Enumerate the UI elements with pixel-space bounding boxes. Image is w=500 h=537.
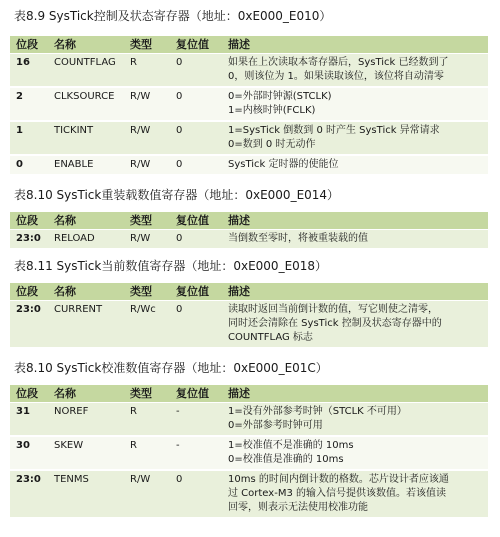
header-type: 类型 xyxy=(124,283,170,301)
cell-name: RELOAD xyxy=(48,230,124,250)
header-type: 类型 xyxy=(124,36,170,54)
cell-desc xyxy=(222,403,488,437)
table-row xyxy=(10,121,488,155)
desc-line: 1=内核时钟(FCLK) xyxy=(228,105,316,116)
header-desc: 描述 xyxy=(222,385,488,403)
cell-reset: - xyxy=(170,436,222,470)
cell-name: SKEW xyxy=(48,436,124,470)
table-row xyxy=(10,54,488,88)
cell-bit: 16 xyxy=(10,54,48,88)
table-row xyxy=(10,230,488,250)
header-type: 类型 xyxy=(124,212,170,230)
table-row xyxy=(10,403,488,437)
cell-name: NOREF xyxy=(48,403,124,437)
cell-desc xyxy=(222,121,488,155)
table-row xyxy=(10,301,488,349)
cell-bit: 23:0 xyxy=(10,230,48,250)
desc-line: 1=SysTick 倒数到 0 时产生 SysTick 异常请求 xyxy=(228,125,440,136)
desc-line: COUNTFLAG 标志 xyxy=(228,332,313,343)
header-name: 名称 xyxy=(48,283,124,301)
register-table-current xyxy=(10,283,488,349)
cell-type: R/W xyxy=(124,470,170,518)
table-header-row xyxy=(10,36,488,54)
cell-reset: 0 xyxy=(170,301,222,349)
desc-line: 0=外部时钟源(STCLK) xyxy=(228,91,332,102)
header-reset: 复位值 xyxy=(170,36,222,54)
cell-name: ENABLE xyxy=(48,155,124,175)
cell-reset: 0 xyxy=(170,121,222,155)
desc-line: 当倒数至零时，将被重装载的值 xyxy=(228,233,368,244)
desc-line: 1=没有外部参考时钟（STCLK 不可用） xyxy=(228,406,407,417)
header-bit: 位段 xyxy=(10,385,48,403)
cell-type: R/W xyxy=(124,87,170,121)
table-row xyxy=(10,155,488,175)
cell-desc xyxy=(222,470,488,518)
cell-type: R xyxy=(124,403,170,437)
cell-name: TENMS xyxy=(48,470,124,518)
header-reset: 复位值 xyxy=(170,212,222,230)
cell-desc xyxy=(222,230,488,250)
desc-line: SysTick 定时器的使能位 xyxy=(228,159,339,170)
cell-bit: 23:0 xyxy=(10,301,48,349)
register-table-reload xyxy=(10,212,488,250)
header-name: 名称 xyxy=(48,212,124,230)
header-type: 类型 xyxy=(124,385,170,403)
desc-line: 如果在上次读取本寄存器后，SysTick 已经数到了 xyxy=(228,57,449,68)
header-desc: 描述 xyxy=(222,36,488,54)
table-caption: 表8.10 SysTick校准数值寄存器（地址：0xE000_E01C） xyxy=(14,361,328,375)
desc-line: 回零，则表示无法使用校准功能 xyxy=(228,502,368,513)
cell-desc xyxy=(222,436,488,470)
cell-desc xyxy=(222,301,488,349)
cell-bit: 31 xyxy=(10,403,48,437)
cell-bit: 30 xyxy=(10,436,48,470)
table-header-row xyxy=(10,385,488,403)
desc-line: 0=校准值是准确的 10ms xyxy=(228,454,344,465)
header-reset: 复位值 xyxy=(170,385,222,403)
register-table-calib xyxy=(10,385,488,519)
table-row xyxy=(10,87,488,121)
header-desc: 描述 xyxy=(222,212,488,230)
table-caption: 表8.9 SysTick控制及状态寄存器（地址：0xE000_E010） xyxy=(14,9,332,23)
header-bit: 位段 xyxy=(10,283,48,301)
cell-desc xyxy=(222,54,488,88)
cell-reset: 0 xyxy=(170,470,222,518)
table-caption: 表8.11 SysTick当前数值寄存器（地址：0xE000_E018） xyxy=(14,259,328,273)
cell-reset: 0 xyxy=(170,230,222,250)
cell-name: COUNTFLAG xyxy=(48,54,124,88)
cell-name: CURRENT xyxy=(48,301,124,349)
desc-line: 0=外部参考时钟可用 xyxy=(228,420,323,431)
desc-line: 1=校准值不是准确的 10ms xyxy=(228,440,354,451)
header-reset: 复位值 xyxy=(170,283,222,301)
cell-desc xyxy=(222,155,488,175)
cell-type: R/W xyxy=(124,121,170,155)
desc-line: 0=数到 0 时无动作 xyxy=(228,139,316,150)
table-header-row xyxy=(10,283,488,301)
cell-reset: - xyxy=(170,403,222,437)
cell-desc xyxy=(222,87,488,121)
cell-type: R xyxy=(124,436,170,470)
table-row xyxy=(10,436,488,470)
header-bit: 位段 xyxy=(10,36,48,54)
desc-line: 过 Cortex-M3 的输入信号提供该数值。若该值读 xyxy=(228,488,446,499)
desc-line: 0，则该位为 1。如果读取该位，该位将自动清零 xyxy=(228,71,444,82)
cell-type: R/W xyxy=(124,155,170,175)
desc-line: 10ms 的时间内倒计数的格数。芯片设计者应该通 xyxy=(228,474,449,485)
cell-bit: 23:0 xyxy=(10,470,48,518)
header-bit: 位段 xyxy=(10,212,48,230)
desc-line: 读取时返回当前倒计数的值，写它则使之清零， xyxy=(228,304,438,315)
cell-name: TICKINT xyxy=(48,121,124,155)
register-table-ctrl xyxy=(10,36,488,176)
table-caption: 表8.10 SysTick重装载数值寄存器（地址：0xE000_E014） xyxy=(14,188,340,202)
cell-bit: 1 xyxy=(10,121,48,155)
cell-reset: 0 xyxy=(170,155,222,175)
cell-bit: 2 xyxy=(10,87,48,121)
header-name: 名称 xyxy=(48,385,124,403)
header-name: 名称 xyxy=(48,36,124,54)
cell-name: CLKSOURCE xyxy=(48,87,124,121)
desc-line: 同时还会清除在 SysTick 控制及状态寄存器中的 xyxy=(228,318,442,329)
table-header-row xyxy=(10,212,488,230)
table-row xyxy=(10,470,488,518)
cell-type: R/W xyxy=(124,230,170,250)
cell-reset: 0 xyxy=(170,87,222,121)
cell-bit: 0 xyxy=(10,155,48,175)
cell-type: R/Wc xyxy=(124,301,170,349)
header-desc: 描述 xyxy=(222,283,488,301)
cell-type: R xyxy=(124,54,170,88)
cell-reset: 0 xyxy=(170,54,222,88)
